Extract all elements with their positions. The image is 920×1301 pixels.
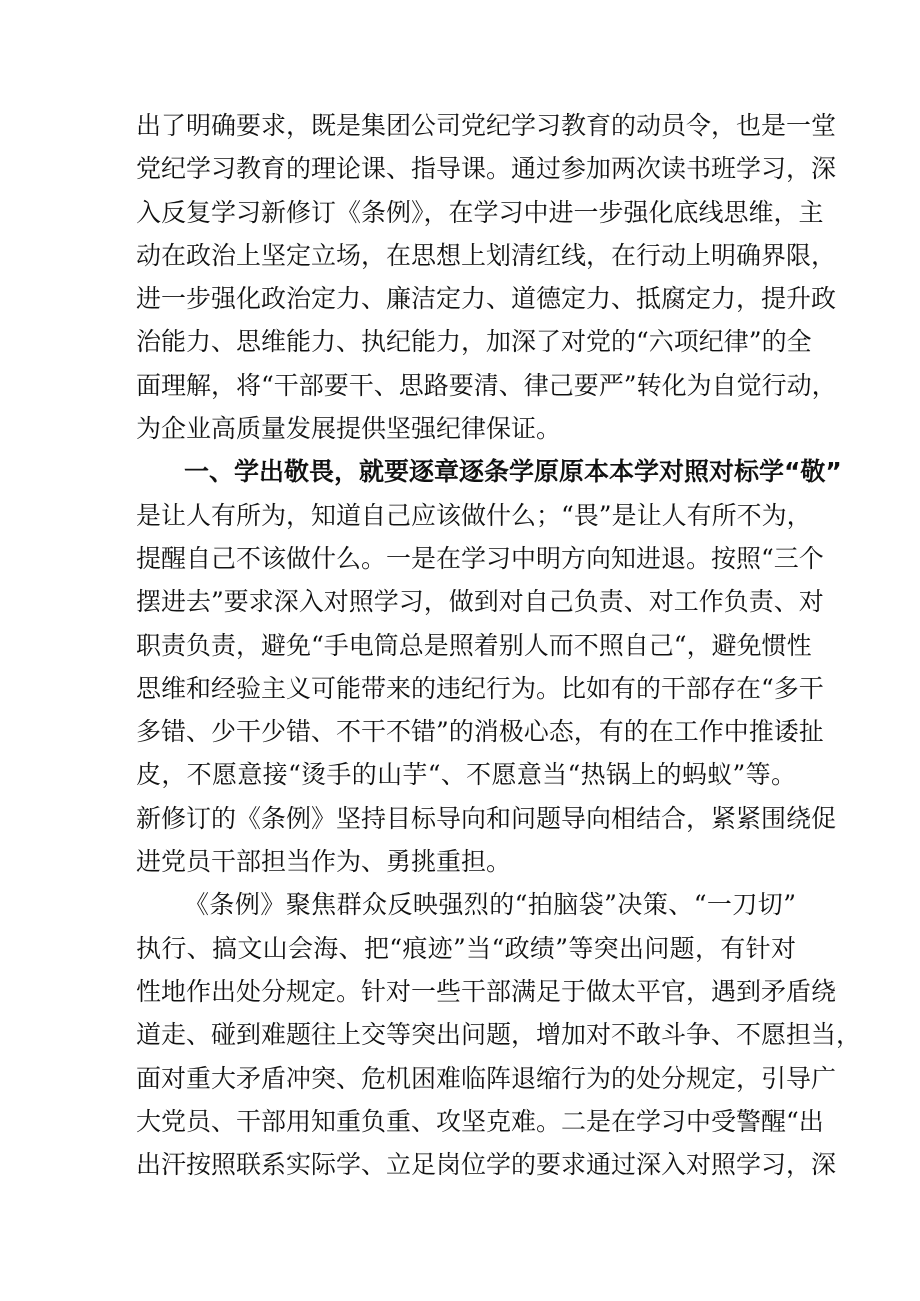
text-line: 思维和经验主义可能带来的违纪行为。比如有的干部存在“多干	[136, 673, 824, 703]
text-line: 职责负责，避免“手电筒总是照着别人而不照自己“，避免惯性	[136, 630, 812, 660]
text-line: 为企业高质量发展提供坚强纪律保证。	[136, 414, 562, 444]
text-line: 面对重大矛盾冲突、危机困难临阵退缩行为的处分规定，引导广	[136, 1063, 837, 1093]
text-line: 进一步强化政治定力、廉洁定力、道德定力、抵腐定力，提升政	[136, 284, 837, 314]
text-line: 执行、搞文山会海、把“痕迹”当“政绩”等突出问题，有针对	[136, 933, 796, 963]
text-line: 新修订的《条例》坚持目标导向和问题导向相结合，紧紧围绕促	[136, 803, 837, 833]
paragraph-first-line: 《条例》聚焦群众反映强烈的“拍脑袋”决策、“一刀切”	[184, 890, 797, 920]
text-line: 提醒自己不该做什么。一是在学习中明方向知进退。按照“三个	[136, 543, 824, 573]
text-line: 多错、少干少错、不干不错”的消极心态，有的在工作中推诿扯	[136, 717, 824, 747]
text-line: 道走、碰到难题往上交等突出问题，增加对不敢斗争、不愿担当，	[136, 1020, 862, 1050]
text-line: 出了明确要求，既是集团公司党纪学习教育的动员令，也是一堂	[136, 111, 837, 140]
section-heading-line: 一、学出敬畏，就要逐章逐条学原原本本学对照对标学“敬”	[184, 457, 842, 487]
text-line: 皮，不愿意接“烫手的山芋“、不愿意当“热锅上的蚂蚁”等。	[136, 760, 796, 790]
document-body	[136, 104, 862, 1186]
text-line: 大党员、干部用知重负重、攻坚克难。二是在学习中受警醒“出	[136, 1106, 824, 1136]
text-line: 性地作出处分规定。针对一些干部满足于做太平官，遇到矛盾绕	[136, 976, 837, 1006]
text-line: 进党员干部担当作为、勇挑重担。	[136, 847, 512, 877]
text-line: 出汗按照联系实际学、立足岗位学的要求通过深入对照学习，深	[136, 1150, 837, 1180]
text-line: 入反复学习新修订《条例》，在学习中进一步强化底线思维，主	[136, 197, 824, 227]
text-line: 治能力、思维能力、执纪能力，加深了对党的“六项纪律”的全	[136, 327, 812, 357]
text-line: 党纪学习教育的理论课、指导课。通过参加两次读书班学习，深	[136, 154, 837, 184]
text-line: 是让人有所为，知道自己应该做什么；“畏”是让人有所不为，	[136, 500, 812, 530]
text-line: 动在政治上坚定立场，在思想上划清红线，在行动上明确界限，	[136, 240, 837, 270]
text-line: 摆进去”要求深入对照学习，做到对自己负责、对工作负责、对	[136, 587, 824, 617]
text-line: 面理解，将“干部要干、思路要清、律己要严”转化为自觉行动，	[136, 370, 837, 400]
